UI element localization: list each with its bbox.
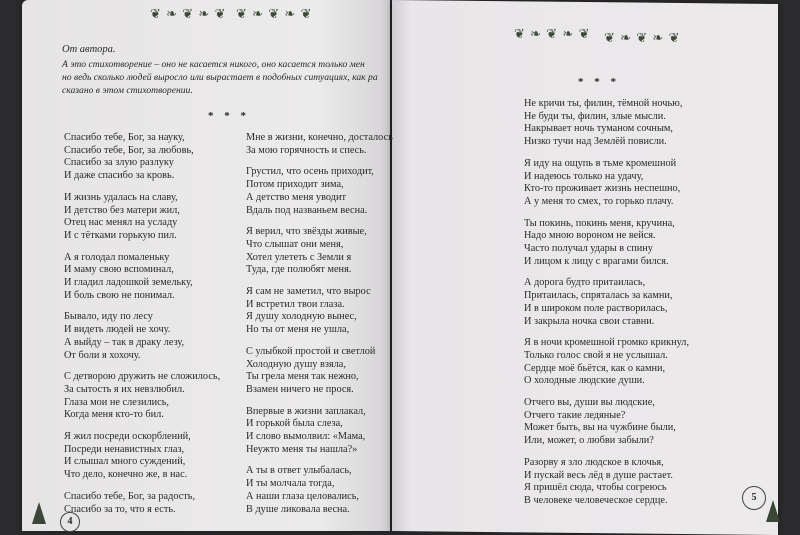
stanza [246, 465, 393, 516]
stanza [64, 311, 220, 362]
poem-line: В человеке человеческое сердце. [524, 494, 668, 506]
poem-line: Взамен ничего не прося. [246, 383, 354, 395]
stanza [246, 406, 393, 457]
poem-line: И видеть людей не хочу. [64, 324, 171, 336]
poem-line: Впервые в жизни заплакал, [246, 405, 366, 417]
stanza [64, 491, 220, 516]
poem-line: Глаза мои не слезились, [64, 396, 169, 408]
poem-line: Отчего вы, души вы людские, [524, 397, 655, 409]
poem-line: Холодную душу взяла, [246, 358, 346, 370]
poem-line: Потом приходит зима, [246, 179, 344, 191]
poem-line: Я в ночи кромешной громко крикнул, [524, 337, 690, 349]
poem-line: С улыбкой простой и светлой [246, 345, 376, 357]
stanza [246, 166, 393, 217]
stanza [246, 346, 393, 397]
poem-line: А дорога будто притаилась, [524, 277, 646, 289]
page-number-right: 5 [742, 486, 766, 510]
poem-line: И даже спасибо за кровь. [64, 170, 175, 182]
poem-line: Бывало, иду по лесу [64, 311, 153, 323]
poem-line: Надо мною вороном не вейся. [524, 230, 656, 242]
poem-line: И закрыла ночка свои ставни. [524, 315, 655, 327]
poem-line: А ты в ответ улыбалась, [246, 465, 352, 477]
poem-column-right [524, 98, 689, 517]
poem-line: За сытость я их невзлюбил. [64, 383, 185, 395]
stanza [64, 192, 220, 243]
poem-line: И ты молчала тогда, [246, 478, 335, 490]
poem-line: Вдаль под названьем весна. [246, 204, 368, 216]
stanza [524, 218, 689, 269]
stanza [524, 158, 689, 209]
author-note-line: но ведь сколько людей выросло или вырастает в подобных ситуациях, как ра [62, 72, 378, 83]
poem-line: Я сам не заметил, что вырос [246, 286, 371, 298]
poem-line: Ты грела меня так нежно, [246, 371, 359, 383]
poem-line: И с тётками горькую пил. [64, 229, 177, 241]
stanza [524, 98, 689, 149]
poem-line: Или, может, о любви забыли? [524, 435, 654, 447]
poem-line: Что слышат они меня, [246, 238, 344, 250]
poem-line: И гладил ладошкой земельку, [64, 277, 193, 289]
poem-line: И горькой была слеза, [246, 418, 343, 430]
poem-column-left-1 [64, 132, 220, 525]
poem-line: И надеюсь только на удачу, [524, 170, 644, 182]
poem-column-left-2 [246, 132, 393, 525]
poem-line: Притаилась, спряталась за камни, [524, 290, 673, 302]
author-note [62, 58, 390, 97]
author-note-line: сказано в этом стихотворении. [62, 85, 193, 96]
poem-line: Накрывает ночь туманом сочным, [524, 123, 673, 135]
poem-line: Разорву я зло людское в клочья, [524, 456, 664, 468]
poem-line: От боли я хохочу. [64, 349, 141, 361]
poem-line: За мою горячность и спесь. [246, 144, 367, 156]
poem-line: И боль свою не понимал. [64, 289, 175, 301]
poem-line: Может быть, вы на чужбине были, [524, 422, 676, 434]
stanza [64, 431, 220, 482]
stanza [246, 132, 393, 157]
stanza [524, 277, 689, 328]
poem-line: О холодные людские души. [524, 375, 645, 387]
header-ornament-right-2: ❦ ❧ ❦ ❧ ❦ [604, 30, 681, 45]
poem-line: И маму свою вспоминал, [64, 264, 174, 276]
header-ornament-left-2: ❦ ❧ ❦ ❧ ❦ [236, 6, 313, 21]
poem-line: Спасибо тебе, Бог, за радость, [64, 490, 196, 502]
poem-line: Туда, где полюбят меня. [246, 264, 352, 276]
poem-line: А у меня то смех, то горько плачу. [524, 195, 674, 207]
poem-line: Я жил посреди оскорблений, [64, 431, 191, 443]
poem-line: Отец нас менял на усладу [64, 217, 178, 229]
poem-line: Посреди ненавистных глаз, [64, 443, 185, 455]
stanza [524, 457, 689, 508]
poem-line: Низко тучи над Землёй повисли. [524, 136, 667, 148]
poem-line: Кто-то проживает жизнь неспешно, [524, 183, 681, 195]
poem-line: А наши глаза целовались, [246, 490, 359, 502]
poem-line: С детворою дружить не сложилось, [64, 371, 221, 383]
poem-line: А детство меня уводит [246, 191, 346, 203]
poem-line: Хотел улететь с Земли я [246, 251, 352, 263]
stanza [246, 226, 393, 277]
poem-line: Часто получал удары в спину [524, 243, 653, 255]
stanza [64, 132, 220, 183]
poem-line: А выйду – так в драку лезу, [64, 336, 185, 348]
poem-line: Спасибо за злую разлуку [64, 157, 174, 169]
poem-line: И слышал много суждений, [64, 456, 186, 468]
poem-line: Неужто меня ты нашла?» [246, 443, 358, 455]
stanza [524, 397, 689, 448]
poem-line: И пускай весь лёд в душе растает. [524, 469, 673, 481]
poem-line: Что дело, конечно же, в нас. [64, 469, 188, 481]
tree-icon [766, 500, 780, 522]
poem-line: И в широком поле растворилась, [524, 302, 668, 314]
poem-separator-left: * * * [208, 110, 250, 122]
poem-separator-right: * * * [578, 76, 620, 88]
poem-line: Но ты от меня не ушла, [246, 324, 350, 336]
poem-line: Отчего такие ледяные? [524, 409, 626, 421]
author-heading: От автора. [62, 44, 116, 55]
header-ornament-right: ❦ ❧ ❦ ❧ ❦ [514, 26, 591, 41]
stanza [246, 286, 393, 337]
poem-line: И лицом к лицу с врагами бился. [524, 255, 669, 267]
page-number-left: 4 [60, 512, 80, 532]
poem-line: Ты покинь, покинь меня, кручина, [524, 217, 675, 229]
poem-line: Не буди ты, филин, злые мысли. [524, 110, 666, 122]
header-ornament-left-1: ❦ ❧ ❦ ❧ ❦ [150, 6, 227, 21]
poem-line: Спасибо тебе, Бог, за любовь, [64, 144, 194, 156]
stanza [64, 252, 220, 303]
poem-line: И встретил твои глаза. [246, 298, 345, 310]
poem-line: И жизнь удалась на славу, [64, 191, 178, 203]
poem-line: Спасибо за то, что я есть. [64, 503, 176, 515]
tree-icon [32, 502, 46, 524]
poem-line: И слово вымолвил: «Мама, [246, 431, 366, 443]
poem-line: И детство без матери жил, [64, 204, 180, 216]
stanza [64, 371, 220, 422]
poem-line: Я душу холодную вынес, [246, 311, 357, 323]
poem-line: Грустил, что осень приходит, [246, 166, 374, 178]
poem-line: Я пришёл сюда, чтобы согреюсь [524, 482, 667, 494]
poem-line: Только голос свой я не услышал. [524, 349, 668, 361]
stanza [524, 337, 689, 388]
poem-line: Мне в жизни, конечно, досталось [246, 132, 393, 143]
poem-line: Я верил, что звёзды живые, [246, 226, 367, 238]
poem-line: Спасибо тебе, Бог, за науку, [64, 132, 185, 143]
poem-line: Я иду на ощупь в тьме кромешной [524, 157, 677, 169]
poem-line: В душе ликовала весна. [246, 503, 350, 515]
poem-line: Когда меня кто-то бил. [64, 409, 164, 421]
author-note-line: А это стихотворение – оно не касается никого, оно касается только мен [62, 59, 365, 70]
poem-line: Не кричи ты, филин, тёмной ночью, [524, 98, 683, 109]
poem-line: Сердце моё бьётся, как о камни, [524, 362, 666, 374]
poem-line: А я голодал помаленьку [64, 251, 170, 263]
